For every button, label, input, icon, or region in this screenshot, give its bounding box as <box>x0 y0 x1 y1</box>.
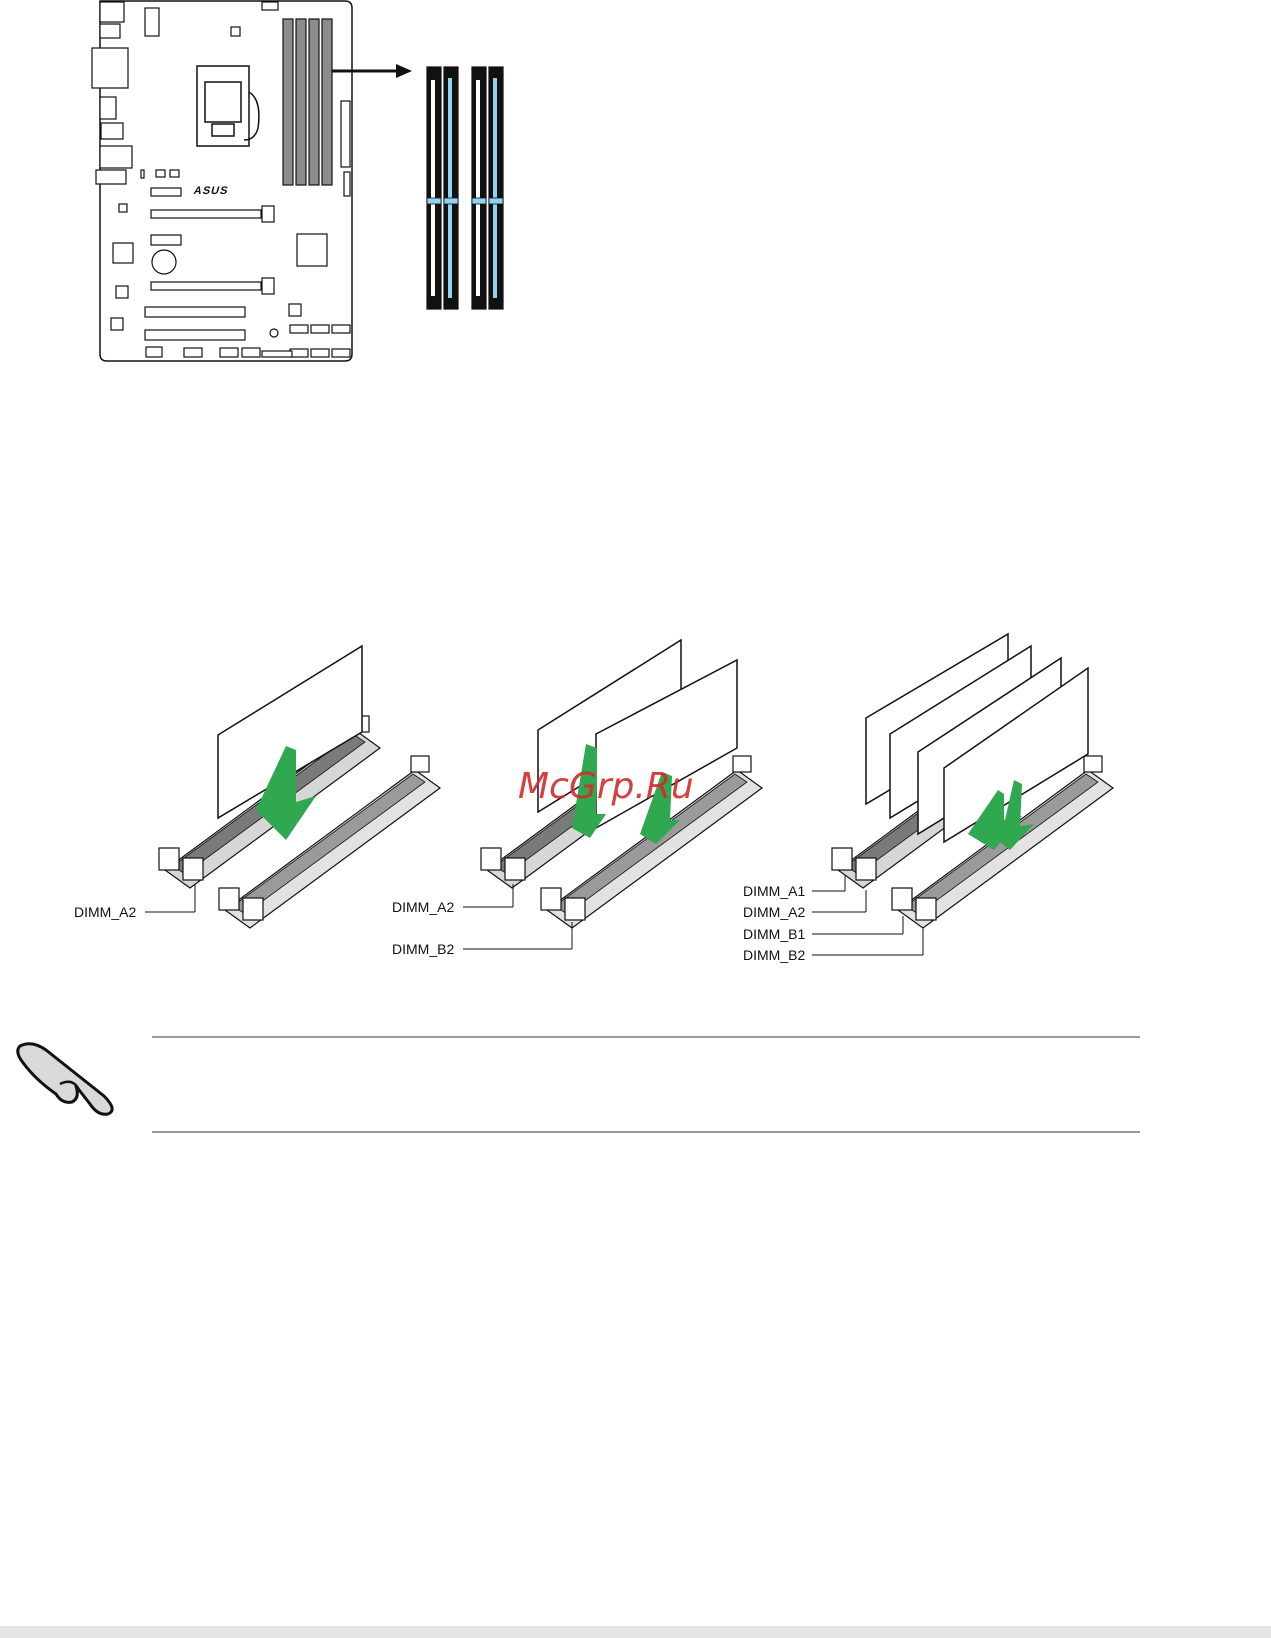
svg-text:ASUS: ASUS <box>192 185 230 197</box>
figure-1-label-lines <box>145 884 195 912</box>
rear-io-ports <box>92 2 132 184</box>
figure-3-four-dimms <box>743 634 1113 963</box>
board-dimm-slots <box>283 19 332 185</box>
label-dimm-b2-fig2: DIMM_B2 <box>392 941 455 957</box>
watermark: McGrp.Ru <box>518 766 694 807</box>
figure-1-dimm-a2 <box>74 646 440 928</box>
note-top-rule <box>152 1036 1140 1038</box>
note-hand-icon <box>6 1040 116 1120</box>
label-dimm-a2-fig1: DIMM_A2 <box>74 904 137 920</box>
dimm-installation-figures <box>0 620 1271 980</box>
page-footer-band <box>0 1626 1271 1638</box>
asus-logo <box>192 185 230 197</box>
label-dimm-a2-fig3: DIMM_A2 <box>743 904 806 920</box>
zoom-arrow <box>332 64 412 78</box>
label-dimm-b2-fig3: DIMM_B2 <box>743 947 806 963</box>
label-dimm-b1-fig3: DIMM_B1 <box>743 926 806 942</box>
label-dimm-a1-fig3: DIMM_A1 <box>743 883 806 899</box>
cpu-socket <box>197 66 259 146</box>
motherboard-layout-diagram <box>0 0 1271 400</box>
hand-caution-icon <box>6 1040 116 1120</box>
zoomed-dimm-slots <box>427 67 503 309</box>
label-dimm-a2-fig2: DIMM_A2 <box>392 899 455 915</box>
note-bottom-rule <box>152 1131 1140 1133</box>
